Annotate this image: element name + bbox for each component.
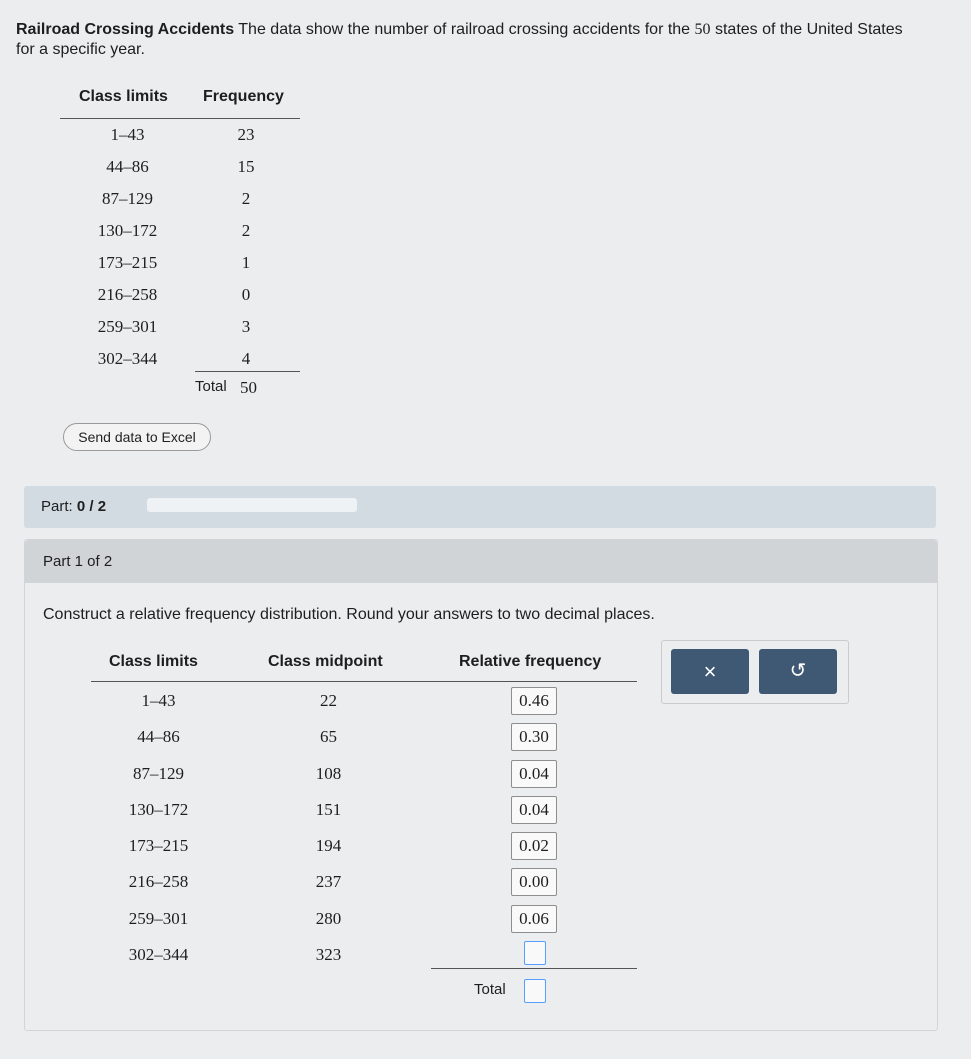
class-limits-cell: 259–301 [128,908,189,928]
header-class-midpoint: Class midpoint [268,653,383,670]
sum-line [195,371,300,372]
class-midpoint-cell: 65 [320,727,337,747]
answer-table-row [91,718,637,754]
frequency-cell: 15 [237,157,255,176]
total-label: Total [474,981,506,998]
class-midpoint-cell: 280 [315,908,342,928]
answer-tools [661,640,849,704]
answer-table-row [91,827,637,863]
class-midpoint-cell: 323 [315,945,342,965]
class-limits-cell: 1–43 [110,125,145,144]
answer-table-row [91,791,637,827]
problem-text-a: The data show the number of railroad crossing accidents for the [234,21,695,38]
answer-table [91,648,637,998]
relative-frequency-input[interactable]: 0.00 [511,868,557,896]
send-to-excel-button[interactable]: Send data to Excel [63,423,211,451]
problem-title: Railroad Crossing Accidents [16,21,235,38]
class-midpoint-cell: 108 [315,763,342,783]
data-table-row [60,215,300,247]
relative-frequency-input[interactable]: 0.04 [511,760,557,788]
problem-text-b: states of the United States for a specific year. [16,21,903,58]
class-limits-cell: 87–129 [133,763,184,783]
relative-frequency-input[interactable]: 0.02 [511,832,557,860]
total-answer-input[interactable] [524,979,546,1003]
class-midpoint-cell: 194 [315,836,342,856]
relative-frequency-input[interactable]: 0.04 [511,796,557,824]
class-limits-cell: 1–43 [141,691,176,710]
data-table-header [60,86,300,119]
relative-frequency-input[interactable] [524,941,546,965]
class-limits-cell: 87–129 [102,189,153,208]
answer-table-row [91,863,637,899]
data-table [60,86,300,397]
frequency-cell: 4 [241,349,251,368]
answer-table-row [91,682,637,718]
relative-frequency-input[interactable]: 0.30 [511,723,557,751]
data-table-row [60,279,300,311]
header-frequency: Frequency [203,88,284,105]
frequency-cell: 3 [241,317,251,336]
relative-frequency-input[interactable]: 0.06 [511,905,557,933]
data-table-row [60,119,300,151]
part1-heading: Part 1 of 2 [25,540,937,583]
class-limits-cell: 130–172 [97,221,158,240]
class-limits-cell: 216–258 [128,872,189,892]
header-class-limits: Class limits [79,88,168,105]
problem-count: 50 [694,21,711,38]
frequency-cell: 2 [241,221,251,240]
data-table-row [60,311,300,343]
frequency-cell: 1 [241,253,251,272]
answer-table-header [91,648,637,682]
part-label: Part: 0 / 2 [41,498,107,515]
class-limits-cell: 259–301 [97,317,158,336]
total-label: Total [195,378,227,395]
class-midpoint-cell: 237 [315,872,342,892]
sum-line [431,968,637,969]
class-midpoint-cell: 151 [315,799,342,819]
class-limits-cell: 302–344 [128,945,189,965]
class-limits-cell: 44–86 [137,727,180,747]
answer-table-row [91,755,637,791]
class-limits-cell: 173–215 [97,253,158,272]
class-limits-cell: 173–215 [128,836,189,856]
instruction-text: Construct a relative frequency distribution. Round your answers to two decimal places. [43,606,655,623]
frequency-cell: 0 [241,285,251,304]
undo-button[interactable]: ↺ [759,649,837,694]
relative-frequency-input[interactable]: 0.46 [511,687,557,715]
class-midpoint-cell: 22 [320,691,337,710]
frequency-cell: 2 [241,189,251,208]
part-progress-bar [24,486,936,528]
data-table-row [60,151,300,183]
data-table-row [60,247,300,279]
clear-button[interactable]: × [671,649,749,694]
part1-panel [24,539,938,1031]
class-limits-cell: 44–86 [106,157,149,176]
data-table-row [60,183,300,215]
class-limits-cell: 216–258 [97,285,158,304]
part-value: 0 / 2 [76,498,107,515]
header-class-limits: Class limits [109,653,198,670]
problem-statement [16,20,916,60]
frequency-cell: 23 [237,125,255,144]
class-limits-cell: 302–344 [97,349,158,368]
answer-table-row [91,900,637,936]
header-relative-frequency: Relative frequency [459,653,602,670]
answer-table-row [91,936,637,972]
class-limits-cell: 130–172 [128,799,189,819]
progress-track [147,498,357,512]
total-value: 50 [240,378,257,397]
